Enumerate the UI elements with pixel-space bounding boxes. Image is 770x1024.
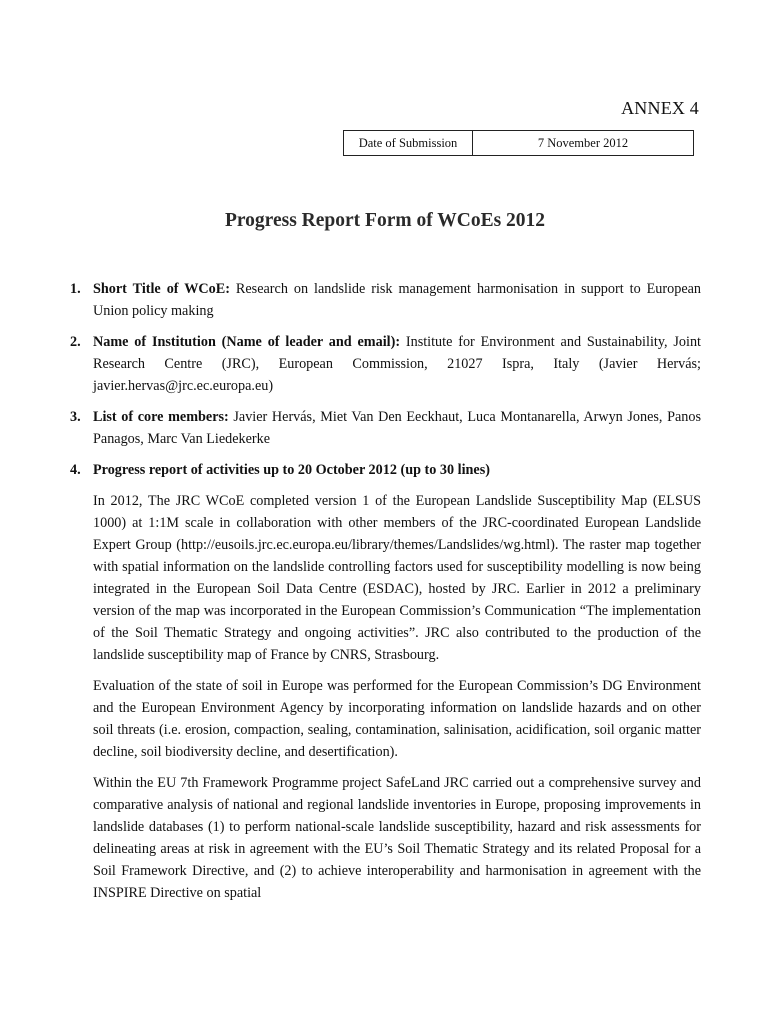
form-item-core-members bbox=[70, 406, 701, 450]
submission-table bbox=[343, 130, 694, 156]
item-heading: Short Title of WCoE: bbox=[93, 281, 230, 297]
form-item-institution bbox=[70, 331, 701, 397]
item-heading: Progress report of activities up to 20 October 2012 (up to 30 lines) bbox=[93, 462, 490, 478]
report-paragraph: In 2012, The JRC WCoE completed version 1 of the European Landslide Susceptibility Map (ELSUS 1000) at 1:1M scale in collaboration with other members of the JRC-coordinated European Landslide Expert Group (http://eusoils.jrc.ec.europa.eu/library/themes/Landslides/wg.html). The raster map together with spatial information on the landslide controlling factors used for susceptibility modelling is now being integrated in the European Soil Data Centre (ESDAC), hosted by JRC. Earlier in 2012 a preliminary version of the map was incorporated in the European Commission’s Communication “The implementation of the Soil Thematic Strategy and ongoing activities”. JRC also contributed to the production of the landslide susceptibility map of France by CNRS, Strasbourg. bbox=[93, 493, 701, 663]
item-number: 4. bbox=[70, 462, 81, 478]
item-text: Javier Hervás, Miet Van Den Eeckhaut, Luca Montanarella, Arwyn Jones, Panos Panagos, Marc Van Liedekerke bbox=[93, 409, 701, 447]
submission-date-label: Date of Submission bbox=[344, 131, 473, 156]
item-number: 2. bbox=[70, 334, 81, 350]
report-paragraph: Within the EU 7th Framework Programme project SafeLand JRC carried out a comprehensive survey and comparative analysis of national and regional landslide inventories in Europe, proposing improvements in landslide databases (1) to perform national-scale landslide susceptibility, hazard and risk assessments for delineating areas at risk in agreement with the EU’s Soil Thematic Strategy and its related Proposal for a Soil Framework Directive, and (2) to achieve interoperability and harmonisation in agreement with the INSPIRE Directive on spatial bbox=[93, 775, 701, 901]
item-number: 3. bbox=[70, 409, 81, 425]
item-heading: List of core members: bbox=[93, 409, 229, 425]
annex-label: ANNEX 4 bbox=[621, 98, 699, 118]
item-number: 1. bbox=[70, 281, 81, 297]
form-item-progress-report bbox=[70, 459, 701, 481]
item-text: Research on landslide risk management harmonisation in support to European Union policy making bbox=[93, 281, 702, 319]
submission-date-value: 7 November 2012 bbox=[473, 131, 694, 156]
report-body bbox=[70, 278, 701, 913]
report-paragraph: Evaluation of the state of soil in Europe was performed for the European Commission’s DG Environment and the European Environment Agency by incorporating information on landslide hazards and on other soil threats (i.e. erosion, compaction, sealing, contamination, salinisation, acidification, soil organic matter decline, soil biodiversity decline, and desertification). bbox=[93, 678, 701, 760]
form-item-short-title bbox=[70, 278, 701, 322]
item-text: Institute for Environment and Sustainability, Joint Research Centre (JRC), European Commission, 21027 Ispra, Italy (Javier Hervás; javier.hervas@jrc.ec.europa.eu) bbox=[93, 334, 701, 394]
page-title: Progress Report Form of WCoEs 2012 bbox=[224, 210, 546, 231]
item-heading: Name of Institution (Name of leader and email): bbox=[93, 334, 401, 350]
